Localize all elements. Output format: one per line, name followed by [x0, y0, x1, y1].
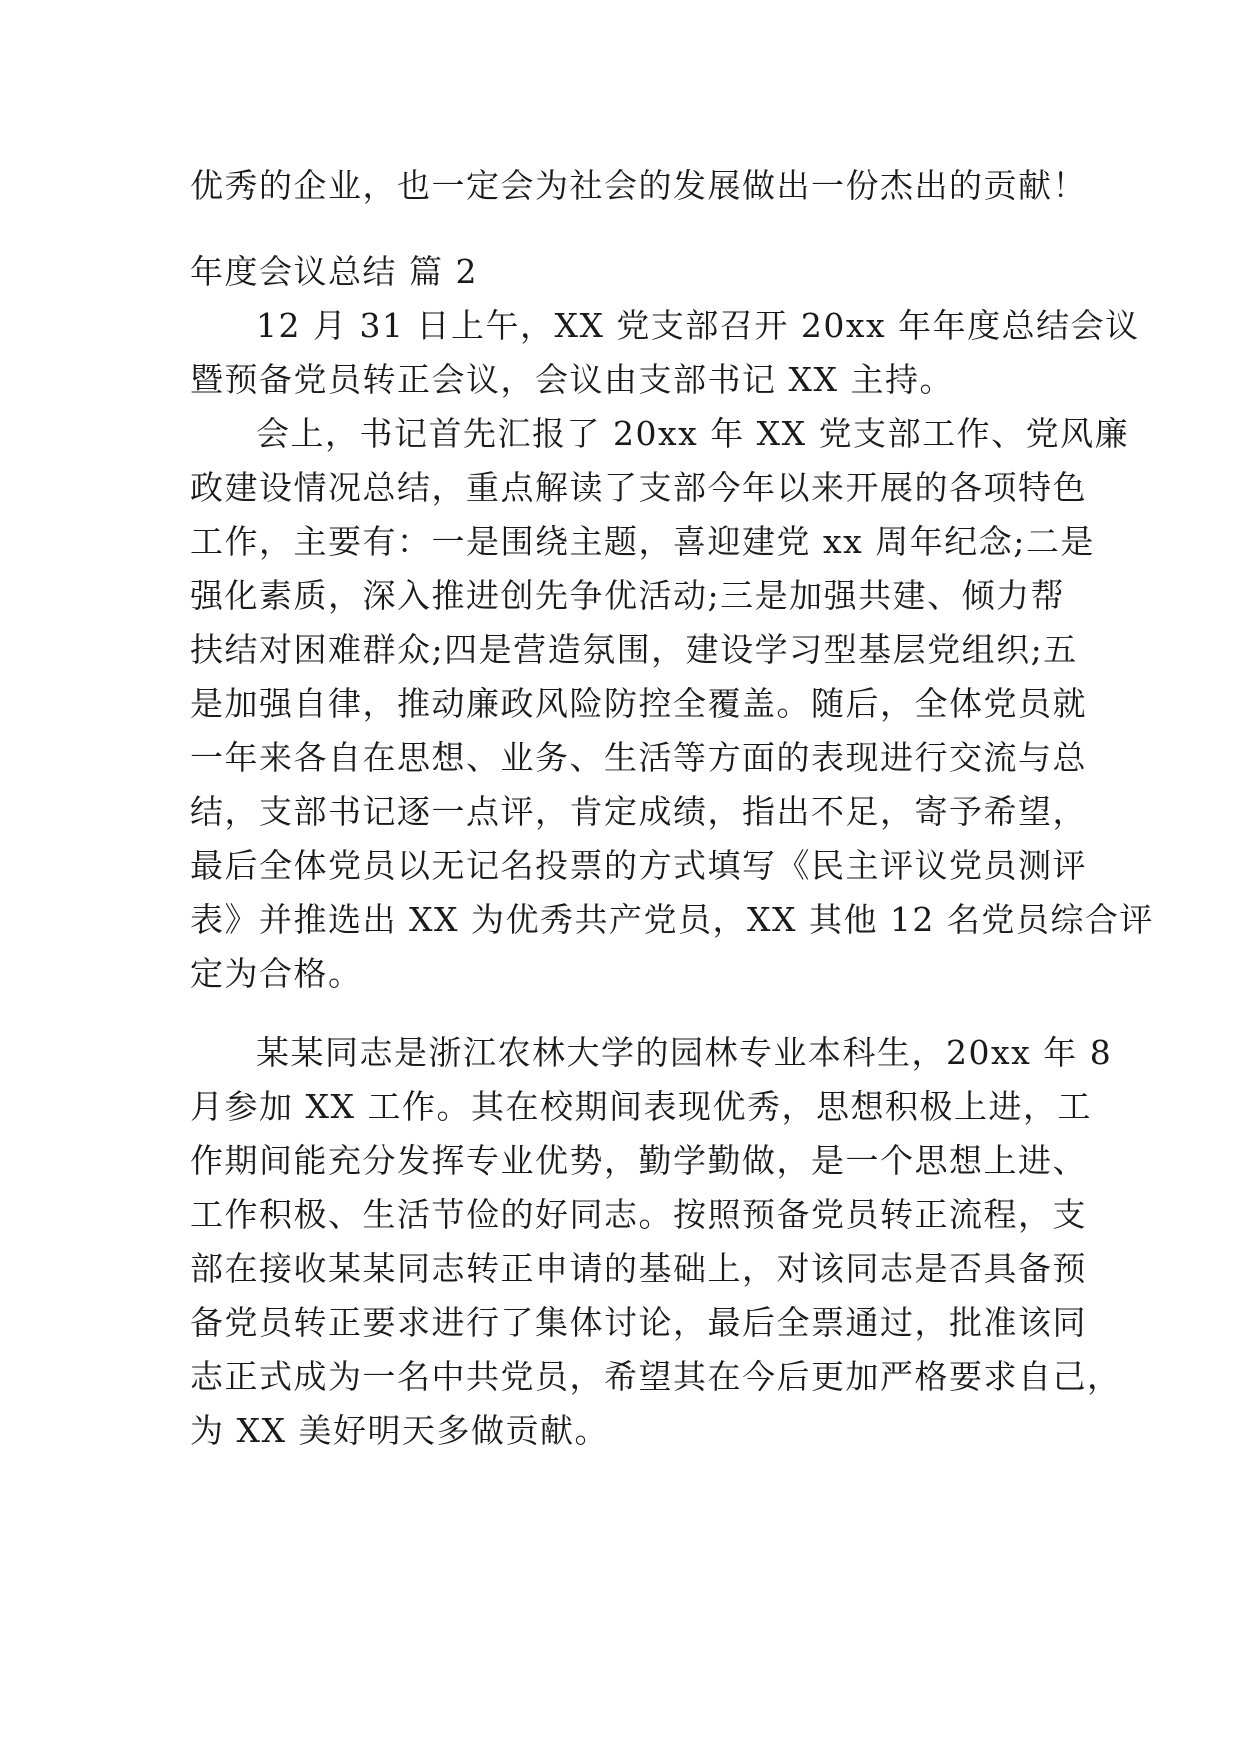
paragraph-line: 为 XX 美好明天多做贡献。 [190, 1411, 609, 1450]
paragraph-line: 某某同志是浙江农林大学的园林专业本科生，20xx 年 8 [256, 1033, 1113, 1072]
paragraph-line: 12 月 31 日上午，XX 党支部召开 20xx 年年度总结会议 [256, 306, 1140, 345]
paragraph-line: 定为合格。 [190, 954, 363, 993]
section-heading: 年度会议总结 篇 2 [190, 252, 478, 291]
paragraph-line: 作期间能充分发挥专业优势，勤学勤做，是一个思想上进、 [190, 1141, 1087, 1180]
paragraph-line: 一年来各自在思想、业务、生活等方面的表现进行交流与总 [190, 738, 1087, 777]
paragraph-line-closing: 优秀的企业，也一定会为社会的发展做出一份杰出的贡献！ [190, 166, 1087, 205]
paragraph-line: 工作积极、生活节俭的好同志。按照预备党员转正流程，支 [190, 1195, 1087, 1234]
paragraph-line: 扶结对困难群众;四是营造氛围，建设学习型基层党组织;五 [190, 630, 1078, 669]
paragraph-line: 最后全体党员以无记名投票的方式填写《民主评议党员测评 [190, 846, 1087, 885]
paragraph-line: 暨预备党员转正会议，会议由支部书记 XX 主持。 [190, 360, 954, 399]
paragraph-line: 会上，书记首先汇报了 20xx 年 XX 党支部工作、党风廉 [256, 414, 1130, 453]
paragraph-line: 表》并推选出 XX 为优秀共产党员，XX 其他 12 名党员综合评 [190, 900, 1154, 939]
paragraph-line: 强化素质，深入推进创先争优活动;三是加强共建、倾力帮 [190, 576, 1066, 615]
paragraph-line: 是加强自律，推动廉政风险防控全覆盖。随后，全体党员就 [190, 684, 1087, 723]
paragraph-line: 政建设情况总结，重点解读了支部今年以来开展的各项特色 [190, 468, 1087, 507]
paragraph-line: 月参加 XX 工作。其在校期间表现优秀，思想积极上进，工 [190, 1087, 1092, 1126]
paragraph-line: 部在接收某某同志转正申请的基础上，对该同志是否具备预 [190, 1249, 1087, 1288]
paragraph-line: 工作，主要有：一是围绕主题，喜迎建党 xx 周年纪念;二是 [190, 522, 1095, 561]
paragraph-line: 备党员转正要求进行了集体讨论，最后全票通过，批准该同 [190, 1303, 1087, 1342]
paragraph-line: 结，支部书记逐一点评，肯定成绩，指出不足，寄予希望， [190, 792, 1087, 831]
paragraph-line: 志正式成为一名中共党员，希望其在今后更加严格要求自己， [190, 1357, 1122, 1396]
